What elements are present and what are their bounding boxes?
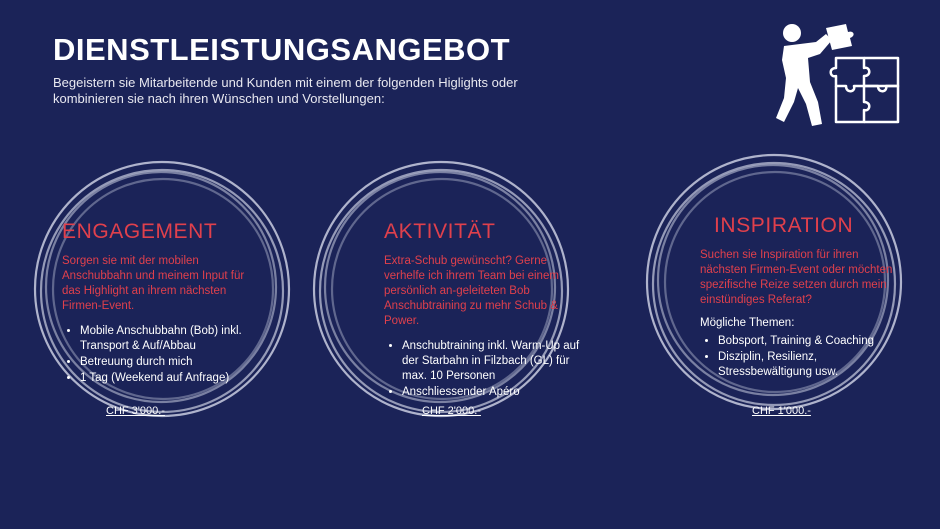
list-item: • Disziplin, Resilienz, Stressbewältigung usw.: [718, 350, 898, 380]
topics-label: Mögliche Themen:: [700, 317, 795, 329]
person-carrying-puzzle-piece-icon: [770, 22, 902, 132]
card-title: AKTIVITÄT: [384, 220, 496, 243]
card-aktivitaet: [384, 220, 584, 401]
list-item: • 1 Tag (Weekend auf Anfrage): [80, 371, 262, 386]
page-title: DIENSTLEISTUNGSANGEBOT: [53, 32, 511, 67]
card-intro: Suchen sie Inspiration für ihren nächsten Firmen-Event oder möchten spezifische Reize setzen durch mein einstündiges Referat?: [700, 249, 893, 306]
list-item: • Anschubtraining inkl. Warm-Up auf der Starbahn in Filzbach (GL) für max. 10 Personen: [402, 339, 582, 384]
list-item: • Mobile Anschubbahn (Bob) inkl. Transport & Auf/Abbau: [80, 324, 262, 354]
card-title: INSPIRATION: [714, 214, 854, 237]
page-subtitle: Begeistern sie Mitarbeitende und Kunden mit einem der folgenden Higlights oder kombinieren sie nach ihren Wünschen und Vorstellungen:: [53, 75, 518, 106]
price-inspiration: CHF 1'000.-: [752, 405, 811, 417]
list-item: • Anschliessender Apéro: [402, 385, 582, 400]
card-engagement: [62, 220, 262, 387]
card-title: ENGAGEMENT: [62, 220, 218, 243]
price-engagement: CHF 3'000.-: [106, 405, 165, 417]
list-item: • Bobsport, Training & Coaching: [718, 334, 898, 349]
card-intro: Sorgen sie mit der mobilen Anschubbahn und meinem Input für das Highlight an ihrem nächsten Firmen-Event.: [62, 255, 245, 312]
card-bullets: [700, 334, 898, 380]
card-bullets: [384, 339, 582, 400]
card-intro: Extra-Schub gewünscht? Gerne verhelfe ich ihrem Team bei einem persönlich an-geleiteten Bob Anschubtraining zu mehr Schub & Power.: [384, 255, 559, 327]
price-aktivitaet: CHF 2'000.-: [422, 405, 481, 417]
list-item: • Betreuung durch mich: [80, 355, 262, 370]
card-inspiration: [700, 214, 910, 381]
card-bullets: [62, 324, 262, 386]
